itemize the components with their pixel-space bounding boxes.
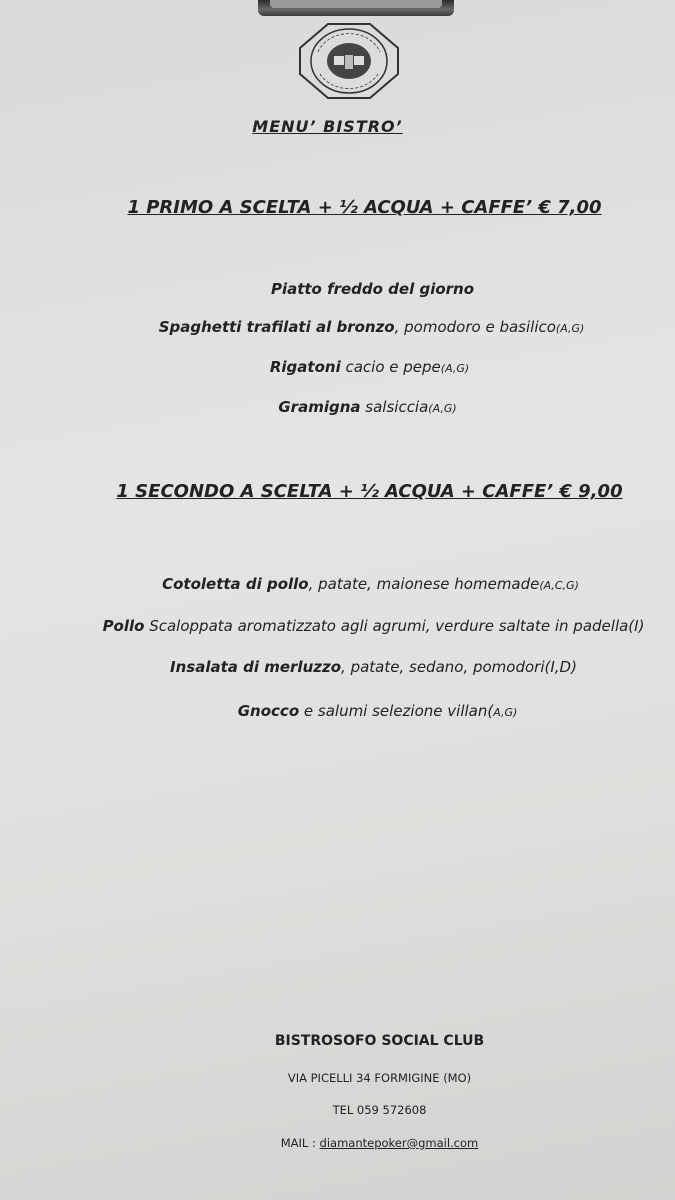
- menu-item-name: Insalata di merluzzo: [170, 658, 342, 676]
- menu-item: [36, 617, 675, 635]
- email-link[interactable]: diamantepoker@gmail.com: [319, 1136, 479, 1150]
- menu-item-description: Scaloppata aromatizzato agli agrumi, verdure saltate in padella(I): [144, 617, 645, 635]
- menu-item-description: cacio e pepe: [340, 358, 441, 376]
- email-label: MAIL :: [280, 1136, 320, 1150]
- menu-item-name: Gramigna: [278, 398, 361, 416]
- menu-item-name: Piatto freddo del giorno: [270, 280, 475, 298]
- menu-item-allergens: A,G): [493, 706, 518, 719]
- menu-item-description: , pomodoro e basilico: [394, 318, 556, 336]
- menu-item-description: e salumi selezione villan(: [299, 702, 494, 720]
- menu-title: MENU’ BISTRO’: [252, 117, 403, 136]
- menu-item: [34, 318, 675, 336]
- menu-item-name: Rigatoni: [269, 358, 341, 376]
- club-name: BISTROSOFO SOCIAL CLUB: [274, 1033, 485, 1049]
- menu-item-allergens: (A,C,G): [539, 579, 579, 592]
- menu-item: [30, 398, 675, 416]
- menu-item-name: Cotoletta di pollo: [162, 575, 309, 593]
- club-address: VIA PICELLI 34 FORMIGINE (MO): [287, 1071, 472, 1085]
- club-logo: [298, 22, 400, 100]
- menu-item: [32, 358, 675, 376]
- menu-item: [33, 575, 675, 593]
- menu-item-allergens: (A,G): [440, 362, 470, 375]
- club-phone: TEL 059 572608: [332, 1103, 427, 1117]
- section-heading-secondo: 1 SECONDO A SCELTA + ½ ACQUA + CAFFE’ € 9,00: [116, 481, 623, 502]
- menu-item-name: Pollo: [102, 617, 145, 635]
- menu-item-allergens: (A,G): [428, 402, 457, 415]
- menu-item-name: Spaghetti trafilati al bronzo: [158, 318, 395, 336]
- menu-item: [40, 702, 675, 720]
- menu-item: [36, 658, 675, 676]
- club-logo-seal: [298, 22, 400, 100]
- clipboard-clip-inner: [270, 0, 442, 8]
- menu-item-description: , patate, maionese homemade: [308, 575, 540, 593]
- menu-item-description: salsiccia: [360, 398, 429, 416]
- menu-item-name: Gnocco: [237, 702, 300, 720]
- menu-item: [35, 280, 675, 298]
- menu-item-allergens: (A,G): [555, 322, 585, 335]
- menu-item-description: , patate, sedano, pomodori(I,D): [341, 658, 577, 676]
- section-heading-primo: 1 PRIMO A SCELTA + ½ ACQUA + CAFFE’ € 7,00: [127, 197, 602, 218]
- club-email: [42, 1136, 675, 1150]
